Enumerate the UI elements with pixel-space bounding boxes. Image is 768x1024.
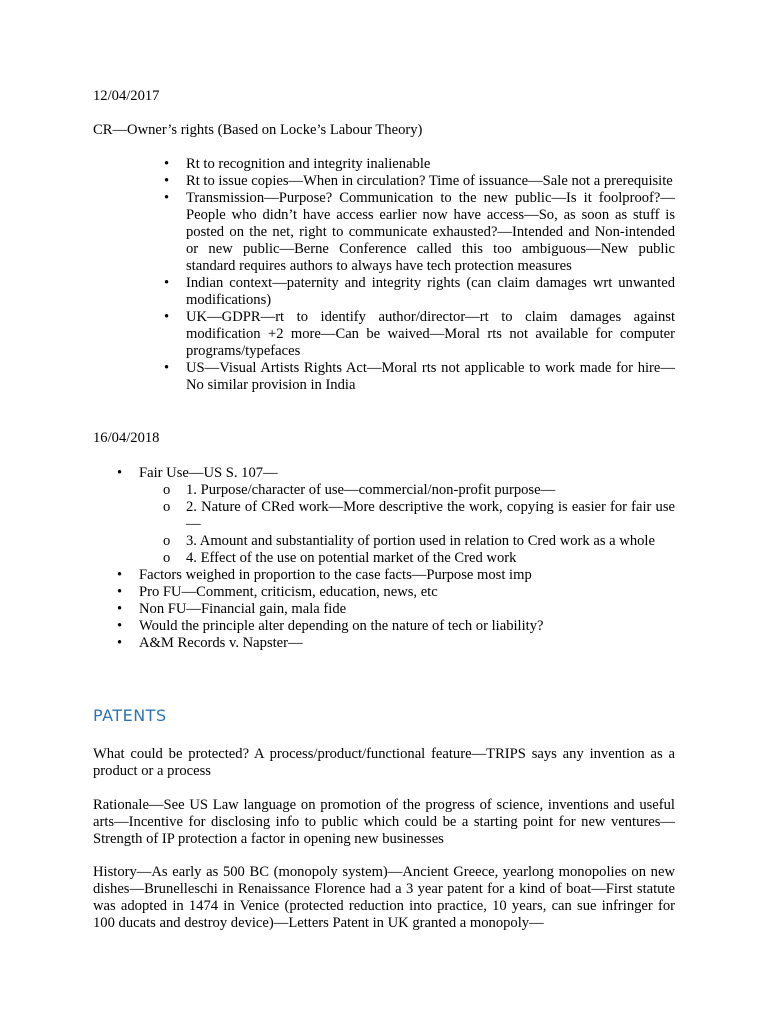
list-item: • Rt to issue copies—When in circulation? Time of issuance—Sale not a prerequisite	[186, 173, 675, 190]
patents-paragraph-history: History—As early as 500 BC (monopoly system)—Ancient Greece, yearlong monopolies on new dishes—Brunelleschi in Renaissance Florence had a 3 year patent for a kind of boat—First statute was adopted in 1474 in Venice (protected reduction into practice, 10 years, can sue infringer for 100 ducats and destroy device)—Letters Patent in UK granted a monopoly—	[93, 864, 675, 931]
date-2018: 16/04/2018	[93, 430, 160, 446]
sub-list-item: o 2. Nature of CRed work—More descriptive the work, copying is easier for fair use—	[139, 499, 675, 533]
fair-use-heading: Fair Use—US S. 107—	[139, 465, 278, 481]
list-item: • Would the principle alter depending on the nature of tech or liability?	[139, 618, 675, 635]
sub-list-item: o 1. Purpose/character of use—commercial/non-profit purpose—	[139, 482, 675, 499]
list-item: • Indian context—paternity and integrity rights (can claim damages wrt unwanted modifications)	[186, 275, 675, 309]
fair-use-list	[139, 465, 675, 652]
list-item	[139, 465, 675, 567]
sub-list-item: o 3. Amount and substantiality of portion used in relation to Cred work as a whole	[139, 533, 675, 550]
list-item: • Transmission—Purpose? Communication to the new public—Is it foolproof?—People who didn’t have access earlier now have access—So, as soon as stuff is posted on the net, right to communicate exhausted?—Intended and Non-intended or new public—Berne Conference called this too ambiguous—New public standard requires authors to always have tech protection measures	[186, 190, 675, 275]
sub-list-item: o 4. Effect of the use on potential market of the Cred work	[139, 550, 675, 567]
date-2017: 12/04/2017	[93, 88, 160, 104]
list-item: • A&M Records v. Napster—	[139, 635, 675, 652]
fair-use-factors	[139, 482, 675, 567]
list-item: • Pro FU—Comment, criticism, education, news, etc	[139, 584, 675, 601]
list-item: • Factors weighed in proportion to the case facts—Purpose most imp	[139, 567, 675, 584]
list-item: • US—Visual Artists Rights Act—Moral rts not applicable to work made for hire—No similar provision in India	[186, 360, 675, 394]
cr-owners-rights-heading: CR—Owner’s rights (Based on Locke’s Labour Theory)	[93, 122, 423, 138]
list-item: • UK—GDPR—rt to identify author/director—rt to claim damages against modification +2 more—Can be waived—Moral rts not available for computer programs/typefaces	[186, 309, 675, 360]
patents-paragraph-rationale: Rationale—See US Law language on promotion of the progress of science, inventions and useful arts—Incentive for disclosing info to public which could be a starting point for new ventures—Strength of IP protection a factor in opening new businesses	[93, 797, 675, 847]
patents-paragraph-protected: What could be protected? A process/product/functional feature—TRIPS says any invention as a product or a process	[93, 746, 675, 779]
list-item: • Rt to recognition and integrity inalienable	[186, 156, 675, 173]
list-item: • Non FU—Financial gain, mala fide	[139, 601, 675, 618]
owners-rights-list	[186, 156, 675, 394]
patents-heading: PATENTS	[93, 706, 167, 725]
